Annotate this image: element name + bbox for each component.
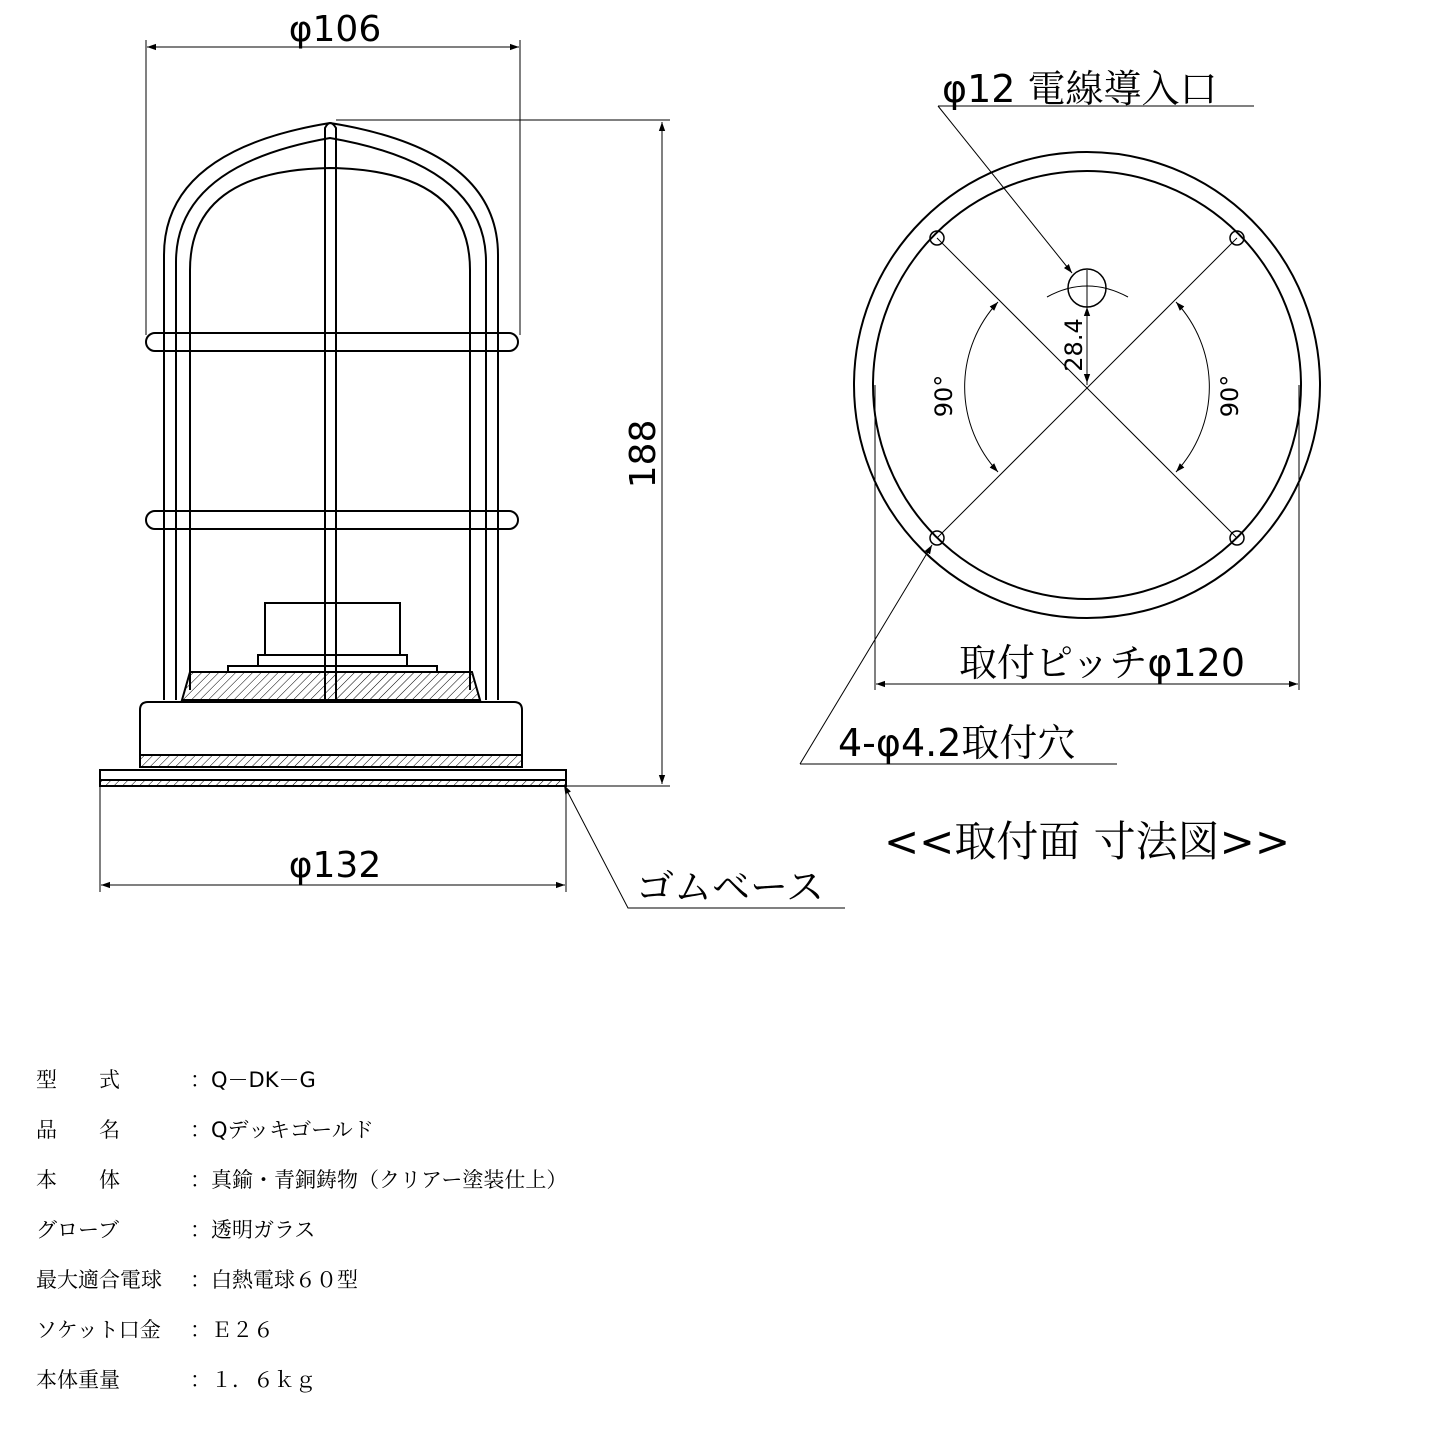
pitch-label: 取付ピッチφ120 xyxy=(958,641,1246,685)
spec-label: ソケット口金 xyxy=(36,1318,161,1342)
spec-value: ：白熱電球６０型 xyxy=(190,1268,358,1292)
spec-label: 本 体 xyxy=(36,1168,120,1192)
spec-value: ：真鍮・青銅鋳物（クリアー塗装仕上） xyxy=(190,1168,568,1192)
body-base xyxy=(140,702,522,755)
spec-label: 本体重量 xyxy=(36,1368,120,1392)
spec-value: ：１．６ｋｇ xyxy=(190,1368,316,1392)
mount-view-title: <<取付面 寸法図>> xyxy=(883,817,1291,866)
rubber-base-label: ゴムベース xyxy=(636,865,825,909)
cage-center-bar xyxy=(325,123,336,700)
angle-right-label: 90° xyxy=(1216,374,1244,418)
spec-label: 品 名 xyxy=(36,1118,120,1142)
top-diameter-label: φ106 xyxy=(288,9,382,50)
spec-value: ：Q－DK－G xyxy=(190,1068,316,1092)
height-label: 188 xyxy=(623,419,664,489)
cage-ring-upper xyxy=(146,333,518,351)
spec-label: 型 式 xyxy=(36,1068,120,1092)
spec-label: 最大適合電球 xyxy=(36,1268,162,1292)
cage-ring-lower xyxy=(146,511,518,529)
angle-arc-right xyxy=(1176,302,1209,472)
angle-left-label: 90° xyxy=(930,374,958,418)
spec-value: ：透明ガラス xyxy=(190,1218,316,1242)
cage-outer xyxy=(164,123,498,335)
flange xyxy=(100,770,566,780)
holes-label: 4-φ4.2取付穴 xyxy=(838,721,1076,765)
side-view xyxy=(100,123,566,786)
socket xyxy=(265,603,400,655)
spec-label: グローブ xyxy=(36,1218,119,1242)
base-diameter-label: φ132 xyxy=(288,845,382,886)
offset-label: 28.4 xyxy=(1060,318,1088,372)
hatched-base xyxy=(182,672,480,700)
rubber-base-plate xyxy=(100,780,566,786)
cable-entry-label: φ12 電線導入口 xyxy=(942,67,1218,111)
glass-globe xyxy=(190,168,470,690)
spec-value: ：Qデッキゴールド xyxy=(190,1118,374,1142)
spec-value: ：Ｅ２６ xyxy=(190,1318,274,1342)
angle-arc-left xyxy=(965,302,998,472)
